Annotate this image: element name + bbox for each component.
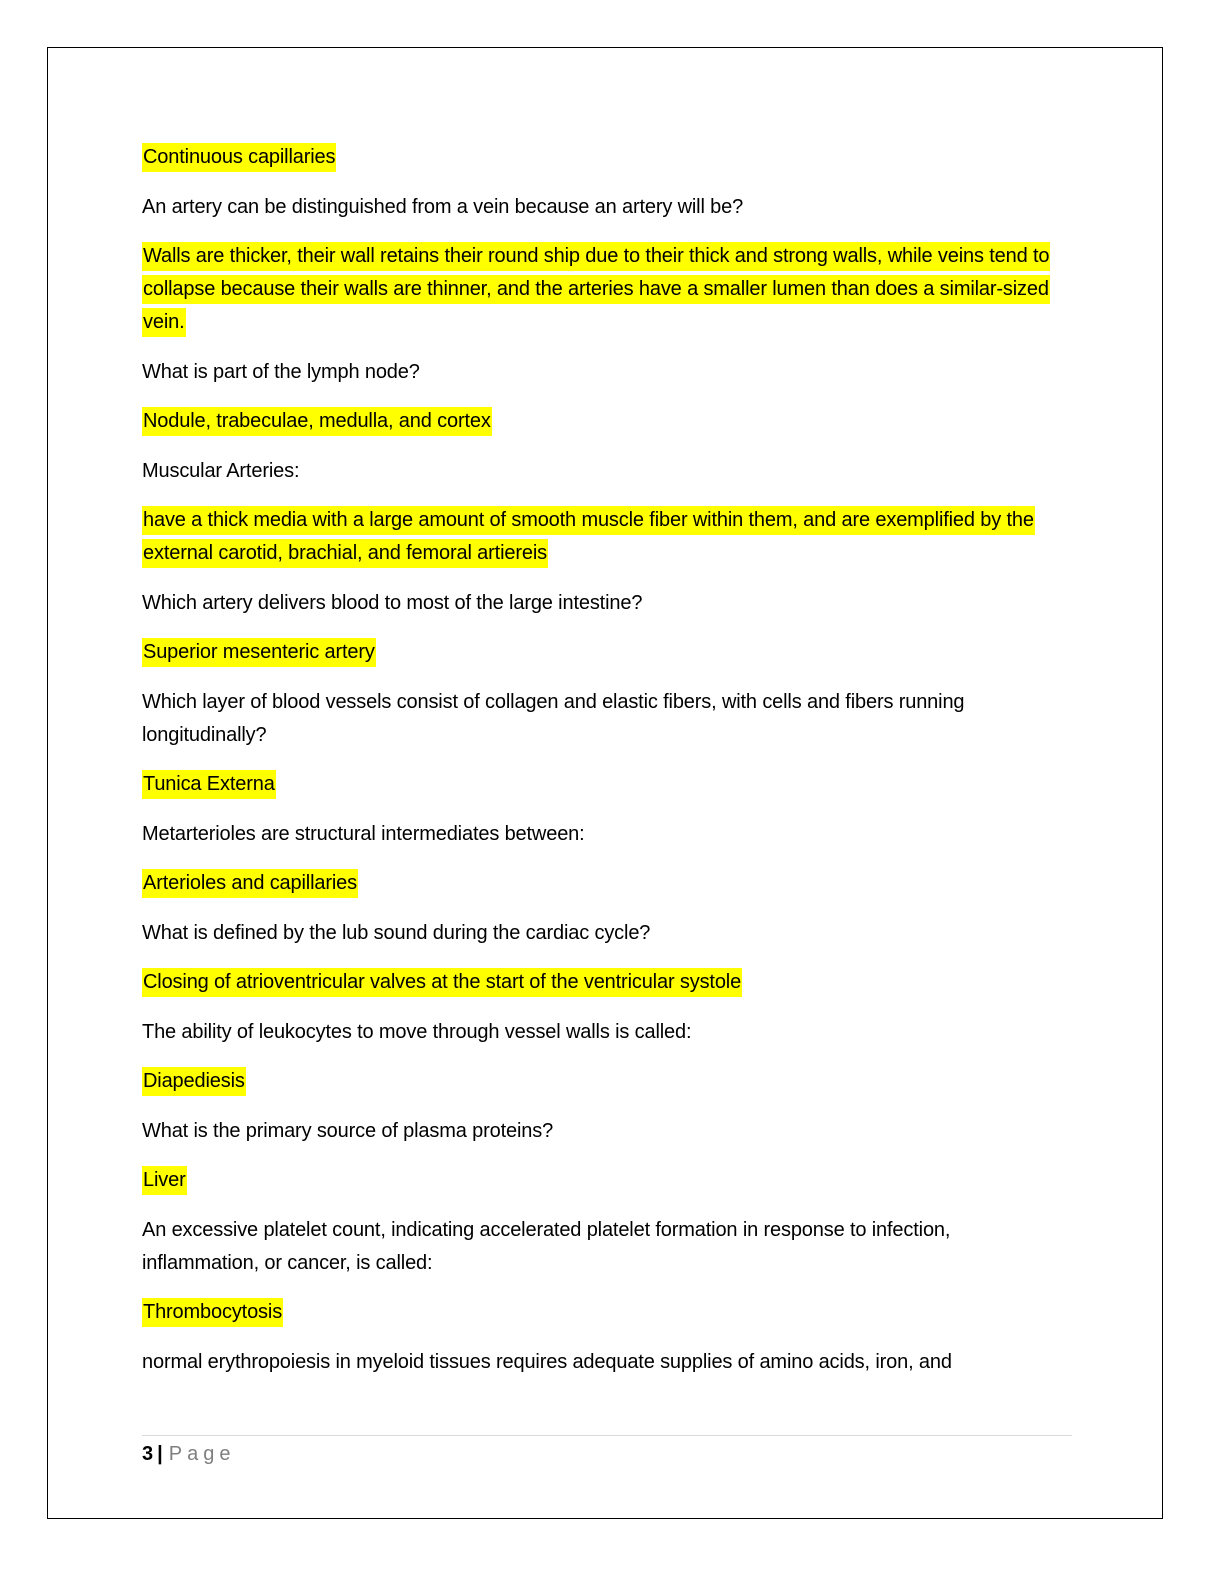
question-paragraph: Which layer of blood vessels consist of collagen and elastic fibers, with cells and fibers running longitudinally? [142,690,965,746]
answer-paragraph [142,1164,1062,1197]
answer-paragraph [142,240,1062,339]
footer-separator: | [157,1443,163,1465]
question-paragraph: Muscular Arteries: [142,459,300,482]
highlighted-text: Nodule, trabeculae, medulla, and cortex [142,407,492,436]
document-body [142,141,1062,1395]
question-paragraph: What is the primary source of plasma proteins? [142,1119,554,1142]
highlighted-text: Walls are thicker, their wall retains their round ship due to their thick and strong walls, while veins tend to collapse because their walls are thinner, and the arteries have a smaller lumen than does a similar-sized vein. [142,242,1050,337]
highlighted-text: Liver [142,1166,187,1195]
answer-paragraph [142,405,1062,438]
highlighted-text: have a thick media with a large amount of smooth muscle fiber within them, and are exemplified by the external carotid, brachial, and femoral artiereis [142,506,1035,568]
answer-paragraph [142,966,1062,999]
answer-paragraph [142,636,1062,669]
page-label: Page [168,1443,236,1465]
page-footer [142,1440,235,1468]
page-number: 3 [142,1443,154,1465]
answer-paragraph [142,141,1062,174]
highlighted-text: Thrombocytosis [142,1298,283,1327]
highlighted-text: Diapediesis [142,1067,246,1096]
question-paragraph: Metarterioles are structural intermediates between: [142,822,585,845]
footer-divider [142,1435,1072,1436]
question-paragraph: The ability of leukocytes to move through vessel walls is called: [142,1020,692,1043]
answer-paragraph [142,867,1062,900]
highlighted-text: Tunica Externa [142,770,276,799]
question-paragraph: What is defined by the lub sound during the cardiac cycle? [142,921,651,944]
highlighted-text: Arterioles and capillaries [142,869,358,898]
question-paragraph: An artery can be distinguished from a vein because an artery will be? [142,195,744,218]
question-paragraph: What is part of the lymph node? [142,360,420,383]
answer-paragraph [142,1065,1062,1098]
highlighted-text: Closing of atrioventricular valves at the start of the ventricular systole [142,968,742,997]
question-paragraph: An excessive platelet count, indicating accelerated platelet formation in response to infection, inflammation, or cancer, is called: [142,1218,951,1274]
question-paragraph: normal erythropoiesis in myeloid tissues requires adequate supplies of amino acids, iron, and [142,1350,952,1373]
question-paragraph: Which artery delivers blood to most of the large intestine? [142,591,643,614]
answer-paragraph [142,768,1062,801]
answer-paragraph [142,1296,1062,1329]
answer-paragraph [142,504,1062,570]
highlighted-text: Superior mesenteric artery [142,638,376,667]
highlighted-text: Continuous capillaries [142,143,336,172]
